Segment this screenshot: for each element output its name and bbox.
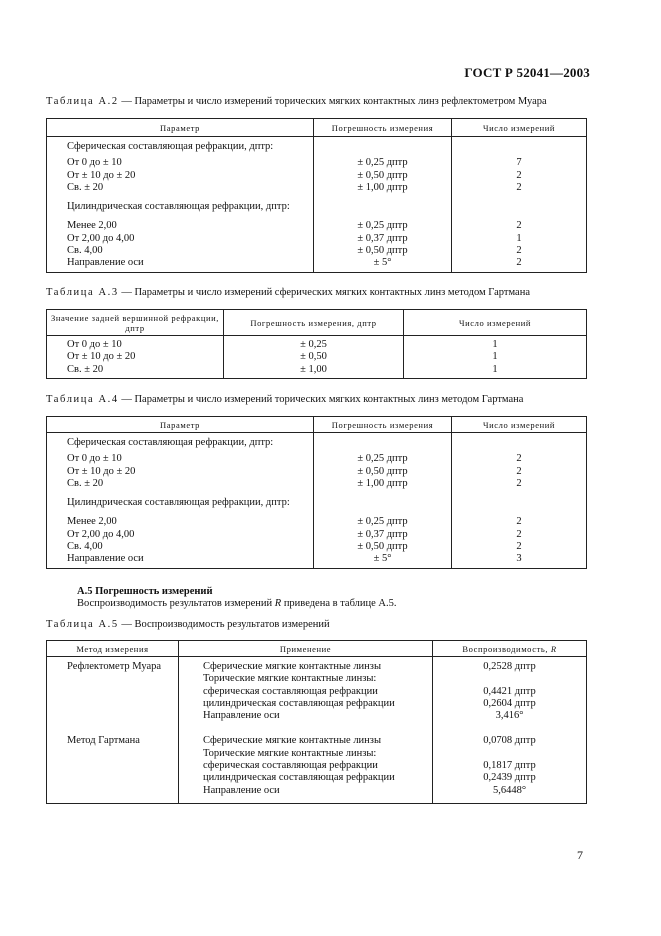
table-cell: Сферические мягкие контактные линзы	[179, 722, 433, 747]
caption-text: — Параметры и число измерений торических мягких контактных линз методом Гартмана	[118, 394, 524, 405]
table-cell	[452, 490, 587, 516]
table-cell: Св. 4,00	[47, 245, 314, 257]
table-a5	[46, 640, 587, 804]
table-cell: ± 1,00	[224, 364, 404, 379]
page-number: 7	[577, 848, 583, 862]
table-cell: 3,416°	[433, 710, 587, 722]
table-a5-body	[47, 657, 587, 804]
table-cell: 2	[452, 516, 587, 528]
table-row	[47, 157, 587, 169]
table-cell: От ± 10 до ± 20	[47, 466, 314, 478]
table-row	[47, 233, 587, 245]
table-row	[47, 182, 587, 194]
table-cell: Св. 4,00	[47, 541, 314, 553]
table-cell	[47, 748, 179, 760]
table-cell: ± 0,50	[224, 351, 404, 363]
table-cell	[452, 433, 587, 454]
col-header: Параметр	[47, 417, 314, 433]
col-header: Применение	[179, 641, 433, 657]
table-row	[47, 257, 587, 272]
table-a3-body	[47, 336, 587, 379]
table-cell	[433, 673, 587, 685]
text: Воспроизводимость результатов измерений	[77, 598, 275, 609]
table-cell: ± 0,50 дптр	[314, 541, 452, 553]
table-cell: сферическая составляющая рефракции	[179, 760, 433, 772]
table-row	[47, 722, 587, 747]
caption-prefix: Таблица А.5	[46, 619, 119, 630]
col-header: Погрешность измерения	[314, 119, 452, 137]
table-cell: Св. ± 20	[47, 182, 314, 194]
table-cell: 2	[452, 453, 587, 465]
col-header: Метод измерения	[47, 641, 179, 657]
table-cell	[47, 710, 179, 722]
table-cell: От 2,00 до 4,00	[47, 529, 314, 541]
table-cell: 0,2439 дптр	[433, 772, 587, 784]
text: приведена в таблице А.5.	[281, 598, 397, 609]
table-cell: 0,2528 дптр	[433, 657, 587, 674]
caption-text: — Параметры и число измерений сферических мягких контактных линз методом Гартмана	[118, 287, 530, 298]
table-cell: От ± 10 до ± 20	[47, 170, 314, 182]
table-cell: 2	[452, 478, 587, 490]
table-cell: 2	[452, 529, 587, 541]
table-row	[47, 772, 587, 784]
table-row	[47, 170, 587, 182]
table-cell: Метод Гартмана	[47, 722, 179, 747]
table-cell	[47, 760, 179, 772]
table-cell: 1	[404, 336, 587, 352]
table-row	[47, 516, 587, 528]
table-cell	[47, 698, 179, 710]
table-row	[47, 433, 587, 454]
table-cell	[314, 137, 452, 158]
table-a4-body	[47, 433, 587, 569]
table-cell	[433, 748, 587, 760]
table-row	[47, 748, 587, 760]
table-cell	[47, 686, 179, 698]
col-header: Параметр	[47, 119, 314, 137]
table-cell	[314, 433, 452, 454]
table-cell: Менее 2,00	[47, 220, 314, 232]
table-row	[47, 710, 587, 722]
table-cell: ± 0,50 дптр	[314, 245, 452, 257]
table-cell: Направление оси	[47, 553, 314, 568]
table-cell	[47, 673, 179, 685]
table-cell: Торические мягкие контактные линзы:	[179, 673, 433, 685]
table-cell	[47, 772, 179, 784]
table-row	[47, 351, 587, 363]
table-a3	[46, 309, 587, 379]
table-cell: ± 0,25	[224, 336, 404, 352]
table-cell: Направление оси	[179, 785, 433, 804]
table-cell: От 0 до ± 10	[47, 453, 314, 465]
table-cell: ± 0,37 дптр	[314, 233, 452, 245]
col-header: Число измерений	[452, 417, 587, 433]
caption-text: — Воспроизводимость результатов измерений	[118, 619, 330, 630]
table-cell: ± 5°	[314, 257, 452, 272]
standard-number: ГОСТ Р 52041—2003	[464, 65, 590, 80]
table-row	[47, 529, 587, 541]
table-cell: Цилиндрическая составляющая рефракции, дптр:	[47, 194, 314, 220]
table-cell: 1	[404, 351, 587, 363]
table-a4	[46, 416, 587, 569]
col-header: Значение задней вершинной рефракции, дптр	[47, 310, 224, 336]
table-row	[47, 698, 587, 710]
table-cell: 5,6448°	[433, 785, 587, 804]
table-cell	[314, 194, 452, 220]
table-cell: ± 0,25 дптр	[314, 516, 452, 528]
variable: R	[550, 643, 557, 654]
section-a5-text	[77, 598, 397, 609]
table-row	[47, 364, 587, 379]
table-cell: Сферическая составляющая рефракции, дптр:	[47, 433, 314, 454]
table-row	[47, 453, 587, 465]
table-row	[47, 490, 587, 516]
table-a2-caption	[46, 96, 547, 107]
table-cell: 0,0708 дптр	[433, 722, 587, 747]
table-row	[47, 760, 587, 772]
table-a4-caption	[46, 394, 523, 405]
table-row	[47, 478, 587, 490]
table-cell: 0,2604 дптр	[433, 698, 587, 710]
table-cell: Направление оси	[179, 710, 433, 722]
table-row	[47, 673, 587, 685]
table-cell: 0,4421 дптр	[433, 686, 587, 698]
col-header: Число измерений	[452, 119, 587, 137]
table-row	[47, 657, 587, 674]
col-header: Воспроизводимость, R	[433, 641, 587, 657]
table-row	[47, 686, 587, 698]
col-header: Погрешность измерения, дптр	[224, 310, 404, 336]
table-cell: Рефлектометр Муара	[47, 657, 179, 674]
col-header: Число измерений	[404, 310, 587, 336]
table-cell: 1	[452, 233, 587, 245]
table-cell: сферическая составляющая рефракции	[179, 686, 433, 698]
table-cell: 3	[452, 553, 587, 568]
variable: R	[274, 598, 282, 609]
table-a2	[46, 118, 587, 273]
table-cell: 2	[452, 170, 587, 182]
caption-prefix: Таблица А.2	[46, 96, 119, 107]
table-cell: ± 1,00 дптр	[314, 182, 452, 194]
table-cell: 2	[452, 257, 587, 272]
table-cell: 1	[404, 364, 587, 379]
table-cell: Направление оси	[47, 257, 314, 272]
table-cell: От 0 до ± 10	[47, 157, 314, 169]
table-cell: Сферическая составляющая рефракции, дптр:	[47, 137, 314, 158]
table-cell: 2	[452, 541, 587, 553]
table-row	[47, 336, 587, 352]
section-a5-title: А.5 Погрешность измерений	[77, 586, 213, 597]
table-cell: Сферические мягкие контактные линзы	[179, 657, 433, 674]
table-row	[47, 541, 587, 553]
caption-prefix: Таблица А.4	[46, 394, 119, 405]
table-cell: 7	[452, 157, 587, 169]
table-cell: ± 0,50 дптр	[314, 170, 452, 182]
table-cell	[452, 194, 587, 220]
table-cell: От 2,00 до 4,00	[47, 233, 314, 245]
table-cell: 0,1817 дптр	[433, 760, 587, 772]
table-row	[47, 245, 587, 257]
table-row	[47, 553, 587, 568]
table-cell: От 0 до ± 10	[47, 336, 224, 352]
table-cell: 2	[452, 182, 587, 194]
table-cell	[47, 785, 179, 804]
table-cell: Св. ± 20	[47, 478, 314, 490]
table-cell: цилиндрическая составляющая рефракции	[179, 772, 433, 784]
table-row	[47, 785, 587, 804]
table-cell: ± 0,50 дптр	[314, 466, 452, 478]
table-row	[47, 137, 587, 158]
table-cell: Св. ± 20	[47, 364, 224, 379]
table-row	[47, 220, 587, 232]
table-cell: 2	[452, 220, 587, 232]
table-cell: ± 0,25 дптр	[314, 157, 452, 169]
table-cell: Менее 2,00	[47, 516, 314, 528]
col-header: Погрешность измерения	[314, 417, 452, 433]
table-a5-caption	[46, 619, 330, 630]
table-cell: 2	[452, 466, 587, 478]
table-row	[47, 466, 587, 478]
table-cell	[452, 137, 587, 158]
table-cell: ± 0,25 дптр	[314, 453, 452, 465]
table-cell: Торические мягкие контактные линзы:	[179, 748, 433, 760]
table-cell: Цилиндрическая составляющая рефракции, дптр:	[47, 490, 314, 516]
table-a2-body	[47, 137, 587, 273]
table-cell: От ± 10 до ± 20	[47, 351, 224, 363]
caption-prefix: Таблица А.3	[46, 287, 119, 298]
table-cell: 2	[452, 245, 587, 257]
caption-text: — Параметры и число измерений торических мягких контактных линз рефлектометром Муара	[118, 96, 547, 107]
table-cell: ± 5°	[314, 553, 452, 568]
table-cell	[314, 490, 452, 516]
table-row	[47, 194, 587, 220]
table-cell: ± 1,00 дптр	[314, 478, 452, 490]
table-cell: ± 0,25 дптр	[314, 220, 452, 232]
table-cell: ± 0,37 дптр	[314, 529, 452, 541]
table-cell: цилиндрическая составляющая рефракции	[179, 698, 433, 710]
table-a3-caption	[46, 287, 530, 298]
